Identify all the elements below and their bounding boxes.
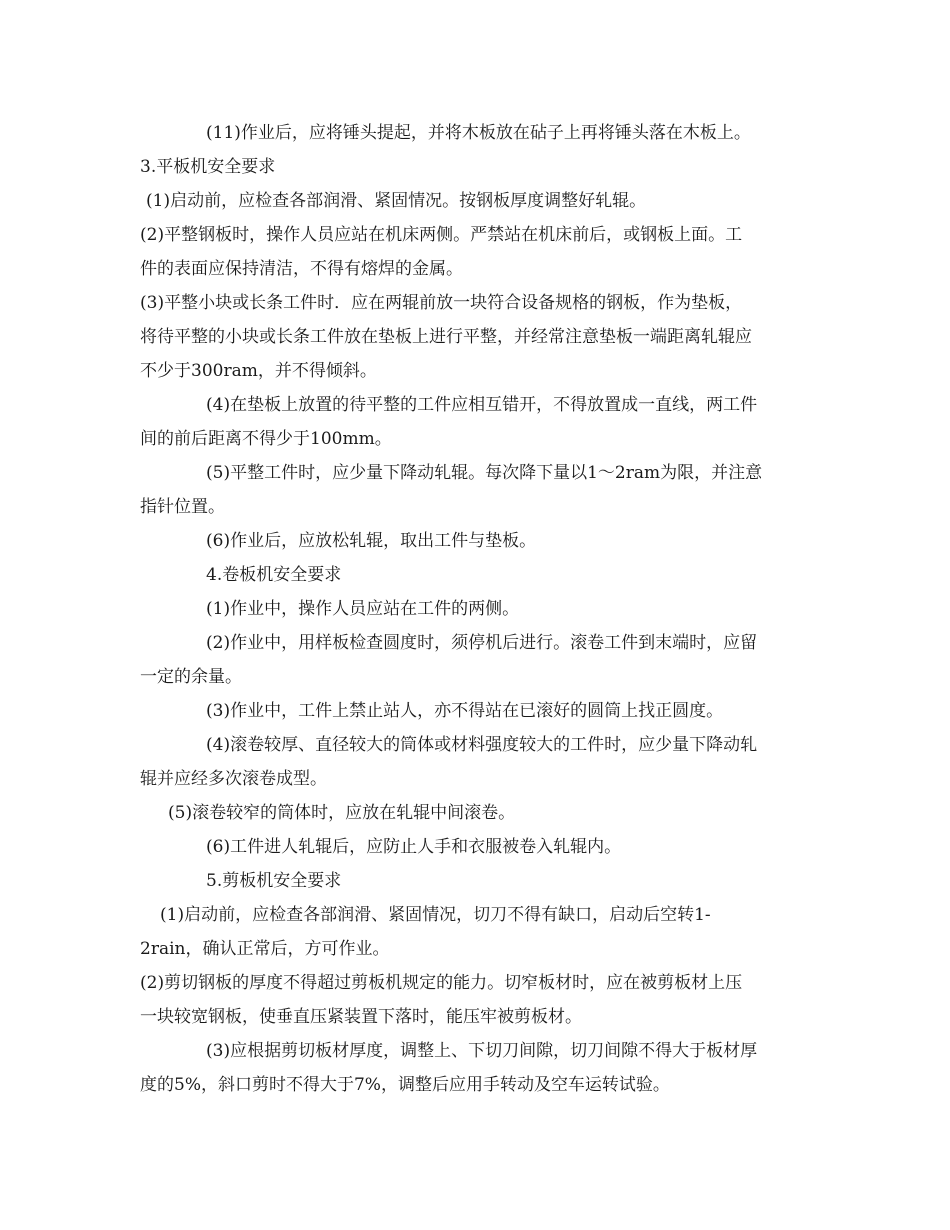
text-line: (2)剪切钢板的厚度不得超过剪板机规定的能力。切窄板材时，应在被剪板材上压	[140, 973, 743, 993]
text-line: (1)启动前，应检查各部润滑、紧固情况。按钢板厚度调整好轧辊。	[146, 191, 647, 211]
text-line: (6)工件进人轧辊后，应防止人手和衣服被卷入轧辊内。	[206, 837, 622, 857]
text-line: (2)作业中，用样板检查圆度时，须停机后进行。滚卷工件到末端时，应留	[206, 633, 758, 653]
text-line: 一定的余量。	[140, 667, 242, 687]
text-line: (11)作业后，应将锤头提起，并将木板放在砧子上再将锤头落在木板上。	[206, 123, 751, 143]
text-line: 件的表面应保持清洁，不得有熔焊的金属。	[140, 259, 463, 279]
text-line: (6)作业后，应放松轧辊，取出工件与垫板。	[206, 531, 537, 551]
text-line: (3)作业中，工件上禁止站人，亦不得站在已滚好的圆筒上找正圆度。	[206, 701, 724, 721]
text-line: 辊并应经多次滚卷成型。	[140, 769, 327, 789]
text-line: 不少于300ram，并不得倾斜。	[140, 361, 377, 381]
text-line: (3)应根据剪切板材厚度，调整上、下切刀间隙，切刀间隙不得大于板材厚	[206, 1041, 758, 1061]
text-line: 2rain，确认正常后，方可作业。	[140, 939, 390, 959]
text-line: (5)平整工件时，应少量下降动轧辊。每次降下量以1～2ram为限，并注意	[206, 463, 763, 483]
text-line: 将待平整的小块或长条工件放在垫板上进行平整，并经常注意垫板一端距离轧辊应	[140, 327, 752, 347]
text-line: 指针位置。	[140, 497, 225, 517]
text-line: 4.卷板机安全要求	[206, 565, 342, 585]
text-line: (3)平整小块或长条工件时．应在两辊前放一块符合设备规格的钢板，作为垫板，	[140, 293, 743, 313]
text-line: 5.剪板机安全要求	[206, 871, 342, 891]
text-line: (5)滚卷较窄的筒体时，应放在轧辊中间滚卷。	[168, 803, 516, 823]
text-line: (2)平整钢板时，操作人员应站在机床两侧。严禁站在机床前后，或钢板上面。工	[140, 225, 743, 245]
text-line: (4)在垫板上放置的待平整的工件应相互错开，不得放置成一直线，两工件	[206, 395, 758, 415]
text-line: 一块较宽钢板，使垂直压紧装置下落时，能压牢被剪板材。	[140, 1007, 582, 1027]
text-line: (1)作业中，操作人员应站在工件的两侧。	[206, 599, 520, 619]
text-line: 间的前后距离不得少于100mm。	[140, 429, 392, 449]
text-line: 度的5%，斜口剪时不得大于7%，调整后应用手转动及空车运转试验。	[140, 1075, 670, 1095]
text-line: (4)滚卷较厚、直径较大的筒体或材料强度较大的工件时，应少量下降动轧	[206, 735, 758, 755]
text-line: (1)启动前，应检查各部润滑、紧固情况，切刀不得有缺口，启动后空转1-	[160, 905, 711, 925]
text-line: 3.平板机安全要求	[140, 157, 276, 177]
document-body	[140, 116, 812, 1102]
